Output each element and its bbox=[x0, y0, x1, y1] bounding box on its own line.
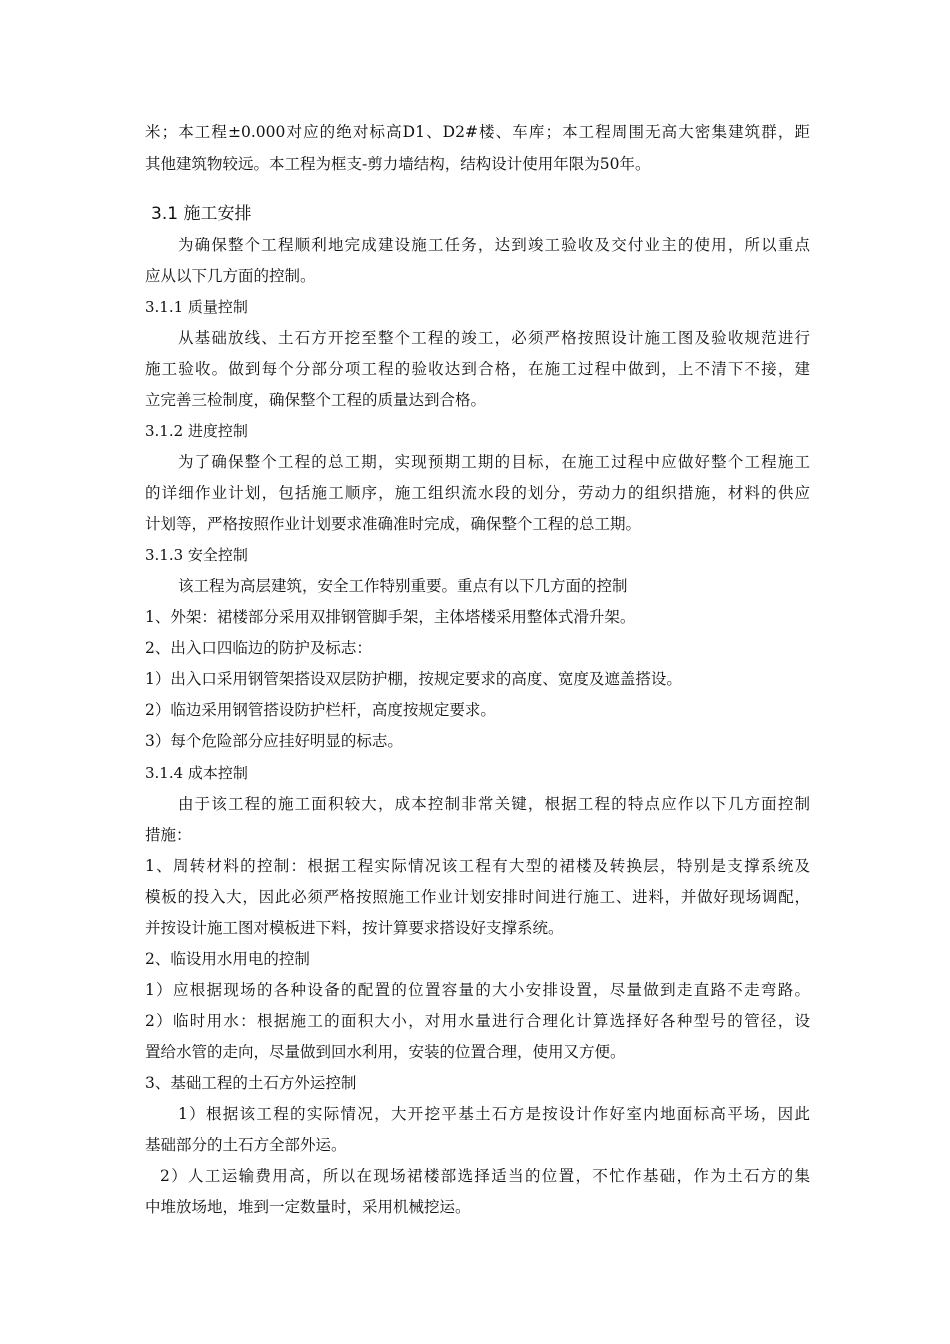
section-3-1-para-line-1: 为确保整个工程顺利地完成建设施工任务，达到竣工验收及交付业主的使用，所以重点 bbox=[178, 236, 810, 254]
s314-line-3: 1、周转材料的控制：根据工程实际情况该工程有大型的裙楼及转换层，特别是支撑系统及 bbox=[145, 857, 810, 875]
s314-line-11: 1）根据该工程的实际情况，大开挖平基土石方是按设计作好室内地面标高平场，因此 bbox=[178, 1105, 810, 1123]
section-3-1-3-heading: 3.1.3 安全控制 bbox=[145, 546, 248, 564]
s312-line-3: 计划等，严格按照作业计划要求准确准时完成，确保整个工程的总工期。 bbox=[145, 515, 642, 533]
s313-line-4: 1）出入口采用钢管架搭设双层防护棚，按规定要求的高度、宽度及遮盖搭设。 bbox=[145, 670, 682, 688]
s314-line-8: 2）临时用水：根据施工的面积大小，对用水量进行合理化计算选择好各种型号的管径，设 bbox=[145, 1012, 810, 1030]
s311-line-3: 立完善三检制度，确保整个工程的质量达到合格。 bbox=[145, 391, 487, 409]
s314-line-1: 由于该工程的施工面积较大，成本控制非常关键，根据工程的特点应作以下几方面控制 bbox=[178, 795, 810, 813]
section-3-1-para-line-2: 应从以下几方面的控制。 bbox=[145, 267, 316, 285]
s313-line-2: 1、外架：裙楼部分采用双排钢管脚手架，主体塔楼采用整体式滑升架。 bbox=[145, 608, 636, 626]
intro-line-1: 米；本工程±0.000对应的绝对标高D1、D2#楼、车库；本工程周围无高大密集建筑群，距 bbox=[145, 123, 810, 141]
s314-line-12: 基础部分的土石方全部外运。 bbox=[145, 1136, 347, 1154]
s314-line-7: 1）应根据现场的各种设备的配置的位置容量的大小安排设置，尽量做到走直路不走弯路。 bbox=[145, 981, 810, 999]
s314-line-4: 模板的投入大，因此必须严格按照施工作业计划安排时间进行施工、进料，并做好现场调配， bbox=[145, 888, 810, 906]
s312-line-2: 的详细作业计划，包括施工顺序，施工组织流水段的划分，劳动力的组织措施，材料的供应 bbox=[145, 484, 810, 502]
section-3-1-1-heading: 3.1.1 质量控制 bbox=[145, 298, 248, 316]
s311-line-1: 从基础放线、土石方开挖至整个工程的竣工，必须严格按照设计施工图及验收规范进行 bbox=[178, 329, 810, 347]
section-3-1-4-heading: 3.1.4 成本控制 bbox=[145, 764, 248, 782]
intro-line-2: 其他建筑物较远。本工程为框支-剪力墙结构，结构设计使用年限为50年。 bbox=[145, 155, 651, 173]
section-3-1-heading: 3.1 施工安排 bbox=[151, 204, 252, 224]
s314-line-13: 2）人工运输费用高，所以在现场裙楼部选择适当的位置，不忙作基础，作为土石方的集 bbox=[160, 1167, 810, 1185]
s314-line-9: 置给水管的走向，尽量做到回水利用，安装的位置合理，使用又方便。 bbox=[145, 1043, 626, 1061]
s314-line-14: 中堆放场地，堆到一定数量时，采用机械挖运。 bbox=[145, 1198, 471, 1216]
s313-line-1: 该工程为高层建筑，安全工作特别重要。重点有以下几方面的控制 bbox=[178, 577, 628, 595]
s313-line-3: 2、出入口四临边的防护及标志： bbox=[145, 639, 372, 657]
s313-line-5: 2）临边采用钢管搭设防护栏杆，高度按规定要求。 bbox=[145, 701, 496, 719]
s313-line-6: 3）每个危险部分应挂好明显的标志。 bbox=[145, 732, 403, 750]
s314-line-5: 并按设计施工图对模板进下料，按计算要求搭设好支撑系统。 bbox=[145, 919, 564, 937]
s311-line-2: 施工验收。做到每个分部分项工程的验收达到合格，在施工过程中做到，上不清下不接，建 bbox=[145, 360, 810, 378]
s314-line-10: 3、基础工程的土石方外运控制 bbox=[145, 1074, 357, 1092]
s312-line-1: 为了确保整个工程的总工期，实现预期工期的目标，在施工过程中应做好整个工程施工 bbox=[178, 453, 810, 471]
s314-line-6: 2、临设用水用电的控制 bbox=[145, 950, 310, 968]
section-3-1-2-heading: 3.1.2 进度控制 bbox=[145, 422, 248, 440]
s314-line-2: 措施： bbox=[145, 826, 192, 844]
